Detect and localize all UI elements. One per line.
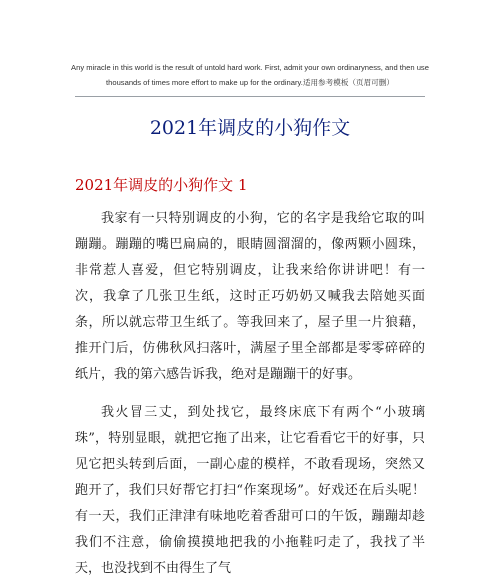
- section-title: 2021年调皮的小狗作文 1: [75, 176, 248, 194]
- body-paragraph-1: 我家有一只特别调皮的小狗，它的名字是我给它取的叫蹦蹦。蹦蹦的嘴巴扁扁的，眼睛圆溜溜的，像两颗小圆珠，非常惹人喜爱，但它特别调皮，让我来给你讲讲吧！有一次，我拿了几张卫生纸，这时正巧奶奶又喊我去陪她买面条，所以就忘带卫生纸了。等我回来了，屋子里一片狼藉，推开门后，仿佛秋风扫落叶，满屋子里全部都是零零碎碎的纸片，我的第六感告诉我，绝对是蹦蹦干的好事。: [75, 211, 425, 382]
- header-note-line-2: thousands of times more effort to make up for the ordinary.适用参考模板（页眉可删）: [106, 78, 394, 87]
- document-title: 2021年调皮的小狗作文: [149, 117, 351, 139]
- header-divider: [75, 96, 425, 97]
- page-header-note: [60, 60, 440, 90]
- body-paragraph-2: 我火冒三丈，到处找它，最终床底下有两个“小玻璃珠”，特别显眼，就把它拖了出来，让它看看它干的好事，只见它把头转到后面，一副心虚的模样，不敢看现场，突然又跑开了，我们只好帮它打扫“作案现场”。好戏还在后头呢！有一天，我们正津津有味地吃着香甜可口的午饭，蹦蹦却趁我们不注意，偷偷摸摸地把我的小拖鞋叼走了，我找了半天，也没找到不由得生了气: [75, 405, 425, 576]
- header-note-line-1: Any miracle in this world is the result of untold hard work. First, admit your own ordinaryness, and then use: [71, 63, 429, 72]
